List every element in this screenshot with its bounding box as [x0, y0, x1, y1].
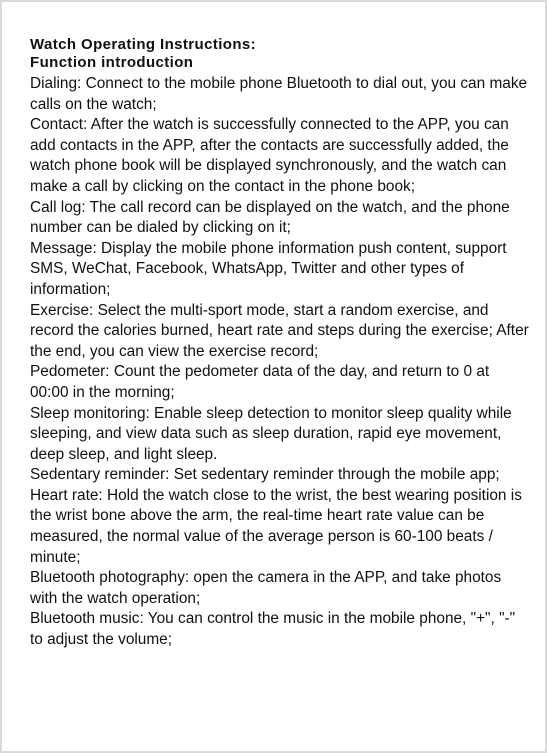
function-item-dialing: Dialing: Connect to the mobile phone Bluetooth to dial out, you can make calls on the watch; [30, 75, 528, 113]
document-body [30, 36, 530, 651]
function-item-bluetooth-photography: Bluetooth photography: open the camera in the APP, and take photos with the watch operation; [30, 569, 502, 607]
function-item-sleep-monitoring: Sleep monitoring: Enable sleep detection to monitor sleep quality while sleeping, and view data such as sleep duration, rapid eye movement, deep sleep, and light sleep. [30, 404, 512, 463]
function-item-contact: Contact: After the watch is successfully connected to the APP, you can add contacts in the APP, after the contacts are successfully added, the watch phone book will be displayed synchronously, and the watch can make a call by clicking on the contact in the phone book; [30, 116, 509, 195]
function-item-heart-rate: Heart rate: Hold the watch close to the wrist, the best wearing position is the wrist bone above the arm, the real-time heart rate value can be measured, the normal value of the average person is 60-100 beats / minute; [30, 486, 522, 566]
function-item-message: Message: Display the mobile phone information push content, support SMS, WeChat, Facebook, WhatsApp, Twitter and other types of information; [30, 239, 507, 298]
function-item-pedometer: Pedometer: Count the pedometer data of the day, and return to 0 at 00:00 in the morning; [30, 363, 490, 401]
section-heading: Function introduction [30, 54, 194, 71]
function-item-bluetooth-music: Bluetooth music: You can control the music in the mobile phone, "+", "-" to adjust the volume; [30, 610, 516, 649]
function-item-call-log: Call log: The call record can be displayed on the watch, and the phone number can be dialed by clicking on it; [30, 198, 510, 237]
document-title: Watch Operating Instructions: [30, 36, 257, 53]
function-item-exercise: Exercise: Select the multi-sport mode, start a random exercise, and record the calories burned, heart rate and steps during the exercise; After the end, you can view the exercise record; [30, 301, 529, 360]
function-item-sedentary-reminder: Sedentary reminder: Set sedentary reminder through the mobile app; [30, 466, 500, 484]
